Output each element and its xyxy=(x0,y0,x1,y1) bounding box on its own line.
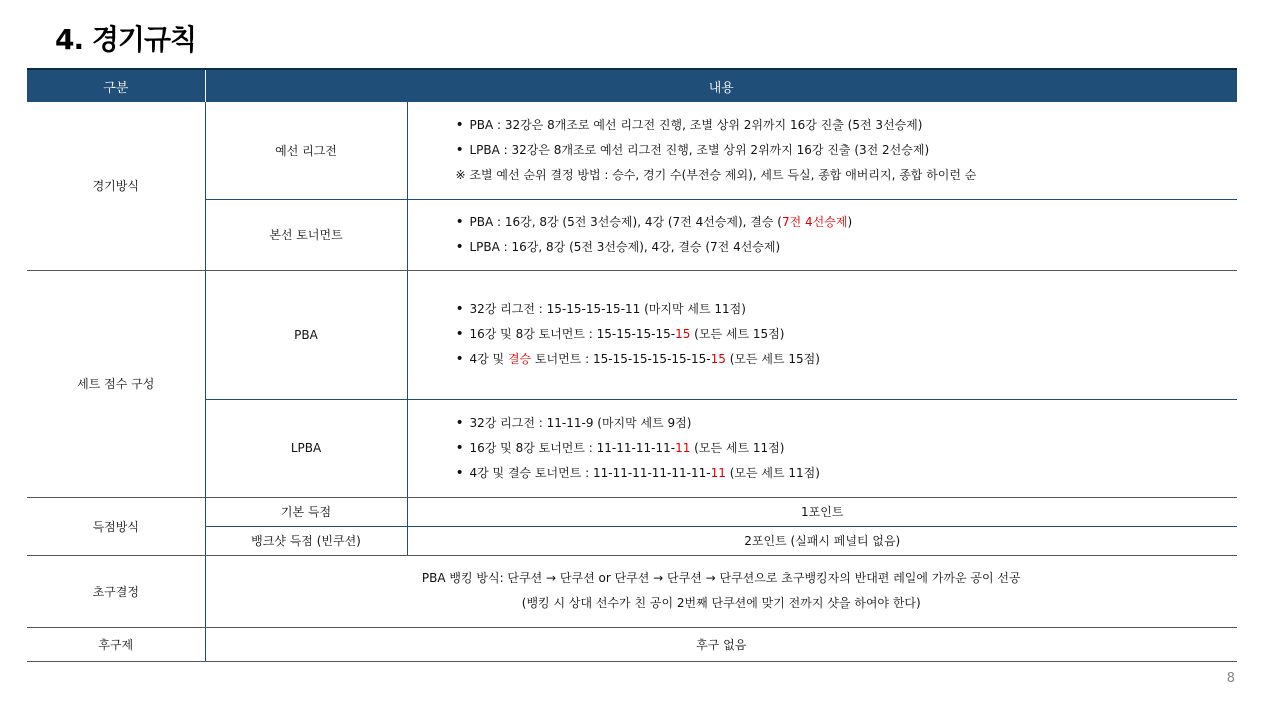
break-rule-text: PBA 뱅킹 방식: 단쿠션 → 단쿠션 or 단쿠션 → 단쿠션 → 단쿠션으로 초구뱅킹자의 반대편 레일에 가까운 공이 선공 xyxy=(421,571,1021,585)
highlight-text: 11 xyxy=(675,440,691,455)
text-segment: PBA : 16강, 8강 (5전 3선승제), 4강 (7전 4선승제), 결승 ( xyxy=(469,214,782,229)
value-basic-score: 1포인트 xyxy=(407,497,1237,526)
list-item xyxy=(456,436,1238,461)
highlight-text: 15 xyxy=(675,327,691,341)
rules-table xyxy=(27,68,1237,662)
break-rule-note: (뱅킹 시 상대 선수가 친 공이 2번째 단쿠션에 맞기 전까지 샷을 하여야 한다) xyxy=(521,596,921,610)
sublabel-basic-score: 기본 득점 xyxy=(205,497,407,526)
header-category: 구분 xyxy=(27,69,205,102)
text-segment: (모든 세트 15점) xyxy=(690,327,785,341)
table-header-row xyxy=(27,69,1237,102)
content-break xyxy=(205,555,1237,627)
text-segment: 16강 및 8강 토너먼트 : 11-11-11-11- xyxy=(469,440,676,455)
sublabel-lpba: LPBA xyxy=(205,399,407,497)
row-label-break: 초구결정 xyxy=(27,555,205,627)
page-number: 8 xyxy=(1226,671,1235,686)
sublabel-bank-shot: 뱅크샷 득점 (빈쿠션) xyxy=(205,526,407,555)
row-label-follow: 후구제 xyxy=(27,627,205,661)
row-label-set-points: 세트 점수 구성 xyxy=(27,270,205,497)
text-segment: 토너먼트 : 15-15-15-15-15-15- xyxy=(531,352,711,366)
text-segment: 16강 및 8강 토너먼트 : 15-15-15-15- xyxy=(469,327,676,341)
text-segment: (모든 세트 15점) xyxy=(725,352,820,366)
list-item: • LPBA : 16강, 8강 (5전 3선승제), 4강, 결승 (7전 4선승제) xyxy=(456,235,1238,260)
content-prelim xyxy=(407,102,1237,199)
list-item xyxy=(456,322,1238,347)
highlight-text: 15 xyxy=(710,352,726,366)
highlight-text: 7전 4선승제 xyxy=(782,214,848,229)
header-content: 내용 xyxy=(205,69,1237,102)
text-segment: (모든 세트 11점) xyxy=(725,465,820,480)
sublabel-main-tournament: 본선 토너먼트 xyxy=(205,199,407,270)
table-row xyxy=(27,399,1237,497)
content-lpba xyxy=(407,399,1237,497)
table-row xyxy=(27,102,1237,199)
row-label-game-format: 경기방식 xyxy=(27,102,205,270)
table-row xyxy=(27,555,1237,627)
table-row xyxy=(27,199,1237,270)
text-segment: 4강 및 xyxy=(469,352,508,366)
list-item: • 32강 리그전 : 11-11-9 (마지막 세트 9점) xyxy=(456,411,1238,436)
highlight-text: 결승 xyxy=(507,352,532,366)
table-row xyxy=(27,497,1237,526)
list-item xyxy=(456,347,1238,372)
sublabel-pba: PBA xyxy=(205,270,407,399)
table-row xyxy=(27,270,1237,399)
text-segment: ) xyxy=(847,214,853,229)
list-item xyxy=(456,461,1238,486)
sublabel-prelim: 예선 리그전 xyxy=(205,102,407,199)
value-follow: 후구 없음 xyxy=(205,627,1237,661)
page-title: 4. 경기규칙 xyxy=(55,23,197,56)
list-item: • LPBA : 32강은 8개조로 예선 리그전 진행, 조별 상위 2위까지 16강 진출 (3전 2선승제) xyxy=(456,138,1238,163)
table-row xyxy=(27,627,1237,661)
highlight-text: 11 xyxy=(710,465,726,480)
list-item: • 32강 리그전 : 15-15-15-15-11 (마지막 세트 11점) xyxy=(456,297,1238,322)
list-item xyxy=(456,210,1238,235)
table-row xyxy=(27,526,1237,555)
note-text: ※ 조별 예선 순위 결정 방법 : 승수, 경기 수(부전승 제외), 세트 득실, 종합 애버리지, 종합 하이런 순 xyxy=(455,167,977,182)
row-label-scoring: 득점방식 xyxy=(27,497,205,555)
list-item: • PBA : 32강은 8개조로 예선 리그전 진행, 조별 상위 2위까지 16강 진출 (5전 3선승제) xyxy=(456,113,1238,138)
content-pba xyxy=(407,270,1237,399)
content-main-tournament xyxy=(407,199,1237,270)
text-segment: (모든 세트 11점) xyxy=(690,440,785,455)
value-bank-shot: 2포인트 (실패시 페널티 없음) xyxy=(407,526,1237,555)
text-segment: 4강 및 결승 토너먼트 : 11-11-11-11-11-11- xyxy=(469,465,711,480)
